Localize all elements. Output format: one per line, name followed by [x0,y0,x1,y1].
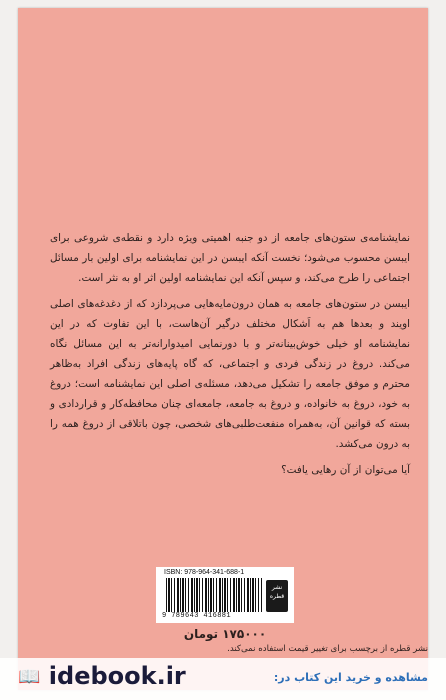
blurb-paragraph-1: نمایشنامه‌ی ستون‌های جامعه از دو جنبه اهمیتی ویژه دارد و نقطه‌ی شروعی برای ایبسن محسوب می‌شود؛ نخست آنکه ایبسن در این نمایشنامه برای اولین بار مسائل اجتماعی را طرح می‌کند، و سپس آنکه این نمایشنامه اولین اثر او به نثر است. [50,232,410,284]
blurb-question: آیا می‌توان از آن رهایی یافت؟ [281,464,410,476]
barcode-label [156,567,294,623]
watermark-caption: مشاهده و خرید این کتاب در: [273,671,428,684]
watermark-bar [0,658,446,700]
price-note: نشر قطره از برچسب برای تغییر قیمت استفاده نمی‌کند. [227,644,428,654]
barcode-icon [166,578,262,612]
price-label: ۱۷۵۰۰۰ تومان [183,627,267,641]
back-cover-blurb [50,228,410,486]
play-title-italic: ستون‌های جامعه [284,232,356,244]
barcode-digits: 9 789643 416881 [162,612,232,620]
isbn-number: ISBN: 978-964-341-688-1 [164,569,245,576]
publisher-logo: نشر قطره [266,580,288,612]
play-title-italic: ستون‌های جامعه [295,298,367,310]
blurb-paragraph-2: ایبسن در ستون‌های جامعه به همان درون‌مایه‌هایی می‌پردازد که از دغدغه‌های اصلی اویند و بعدها هم به اَشکال مختلف درگیر آن‌هاست، با این تفاوت که در این نمایشنامه او خیلی خوش‌بینانه‌تر و با دورنمایی امیدوارانه‌تر به این مسائل نگاه می‌کند. دروغ در زندگی فردی و اجتماعی، که گاه پایه‌های زندگی افراد به‌ظاهر محترم و موفق جامعه را تشکیل می‌دهد، مسئله‌ی اصلی این نمایشنامه است؛ دروغ به خود، دروغ به خانواده، و دروغ به جامعه، جامعه‌ای چنان محافظه‌کار و قراردادی و بسته که قوانین آن، به‌همراه منفعت‌طلبی‌های شخصی، چون باتلاقی از دروغ همه را به درون می‌کشد. [50,298,410,450]
site-logo[interactable]: 📖 idebook.ir [18,662,186,690]
book-icon: 📖 [18,666,41,688]
